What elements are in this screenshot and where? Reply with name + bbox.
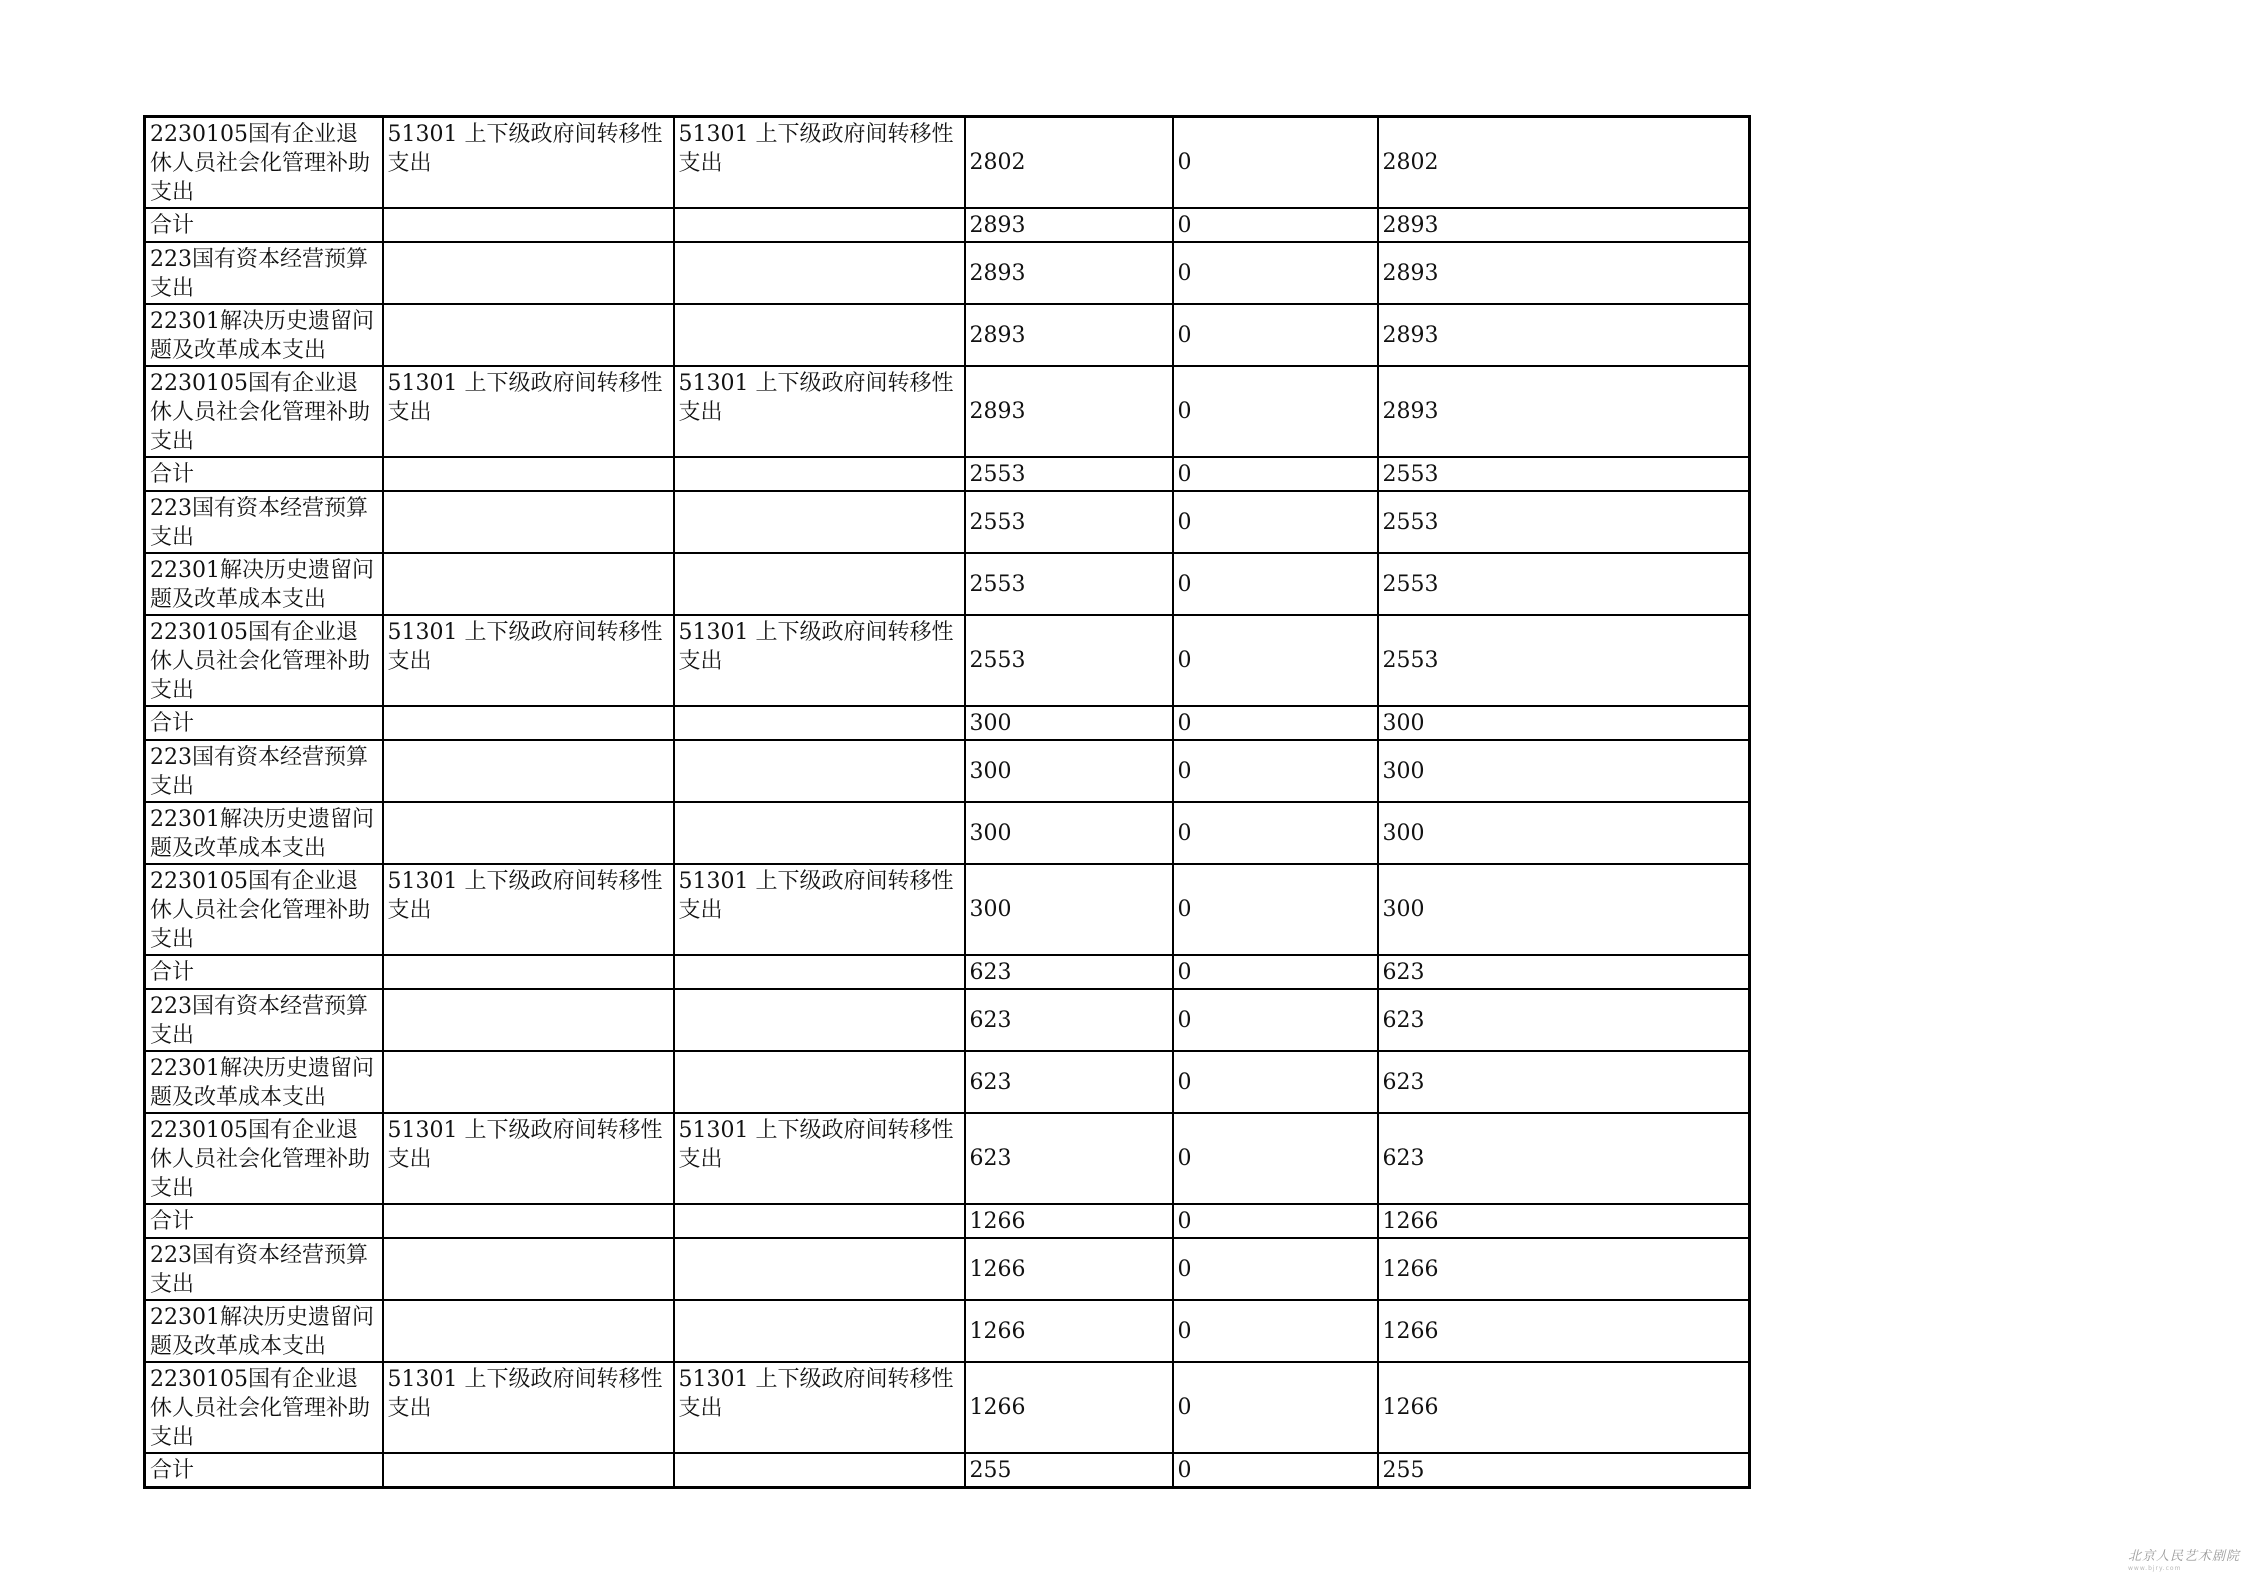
- project-expense-cell: 623: [1378, 955, 1750, 989]
- total-amount-cell: 300: [965, 802, 1173, 864]
- economic-class-dept-cell: [674, 1204, 965, 1238]
- total-amount-cell: 623: [965, 1113, 1173, 1204]
- subject-code-cell: 合计: [145, 1453, 383, 1488]
- total-amount-cell: 2553: [965, 457, 1173, 491]
- subject-code-cell: 合计: [145, 1204, 383, 1238]
- economic-class-dept-cell: 51301 上下级政府间转移性支出: [674, 366, 965, 457]
- total-amount-cell: 255: [965, 1453, 1173, 1488]
- economic-class-dept-cell: [674, 1300, 965, 1362]
- economic-class-dept-cell: [674, 1238, 965, 1300]
- economic-class-govt-cell: [383, 457, 674, 491]
- economic-class-dept-cell: 51301 上下级政府间转移性支出: [674, 1113, 965, 1204]
- total-amount-cell: 1266: [965, 1300, 1173, 1362]
- economic-class-govt-cell: 51301 上下级政府间转移性支出: [383, 366, 674, 457]
- basic-expense-cell: 0: [1173, 1113, 1378, 1204]
- project-expense-cell: 2893: [1378, 366, 1750, 457]
- project-expense-cell: 2893: [1378, 304, 1750, 366]
- project-expense-cell: 300: [1378, 802, 1750, 864]
- basic-expense-cell: 0: [1173, 706, 1378, 740]
- economic-class-dept-cell: [674, 304, 965, 366]
- table-row: [145, 802, 1750, 864]
- table-row: [145, 366, 1750, 457]
- project-expense-cell: 2553: [1378, 615, 1750, 706]
- project-expense-cell: 300: [1378, 706, 1750, 740]
- basic-expense-cell: 0: [1173, 457, 1378, 491]
- economic-class-dept-cell: [674, 553, 965, 615]
- economic-class-govt-cell: 51301 上下级政府间转移性支出: [383, 117, 674, 209]
- project-expense-cell: 1266: [1378, 1362, 1750, 1453]
- basic-expense-cell: 0: [1173, 366, 1378, 457]
- basic-expense-cell: 0: [1173, 740, 1378, 802]
- economic-class-dept-cell: 51301 上下级政府间转移性支出: [674, 1362, 965, 1453]
- economic-class-govt-cell: [383, 1300, 674, 1362]
- subject-code-cell: 22301解决历史遗留问题及改革成本支出: [145, 802, 383, 864]
- subject-code-cell: 2230105国有企业退休人员社会化管理补助支出: [145, 1113, 383, 1204]
- basic-expense-cell: 0: [1173, 1300, 1378, 1362]
- basic-expense-cell: 0: [1173, 864, 1378, 955]
- subject-code-cell: 223国有资本经营预算支出: [145, 242, 383, 304]
- economic-class-dept-cell: [674, 740, 965, 802]
- total-amount-cell: 2893: [965, 366, 1173, 457]
- economic-class-govt-cell: [383, 1238, 674, 1300]
- total-row: [145, 1204, 1750, 1238]
- subject-code-cell: 合计: [145, 706, 383, 740]
- subject-code-cell: 223国有资本经营预算支出: [145, 740, 383, 802]
- subject-code-cell: 223国有资本经营预算支出: [145, 989, 383, 1051]
- total-amount-cell: 623: [965, 1051, 1173, 1113]
- total-amount-cell: 1266: [965, 1362, 1173, 1453]
- subject-code-cell: 2230105国有企业退休人员社会化管理补助支出: [145, 366, 383, 457]
- subject-code-cell: 223国有资本经营预算支出: [145, 491, 383, 553]
- basic-expense-cell: 0: [1173, 117, 1378, 209]
- economic-class-dept-cell: [674, 457, 965, 491]
- basic-expense-cell: 0: [1173, 491, 1378, 553]
- economic-class-govt-cell: [383, 955, 674, 989]
- subject-code-cell: 22301解决历史遗留问题及改革成本支出: [145, 553, 383, 615]
- basic-expense-cell: 0: [1173, 242, 1378, 304]
- basic-expense-cell: 0: [1173, 802, 1378, 864]
- subject-code-cell: 合计: [145, 457, 383, 491]
- economic-class-dept-cell: [674, 802, 965, 864]
- total-row: [145, 457, 1750, 491]
- basic-expense-cell: 0: [1173, 1204, 1378, 1238]
- subject-code-cell: 22301解决历史遗留问题及改革成本支出: [145, 1051, 383, 1113]
- project-expense-cell: 300: [1378, 864, 1750, 955]
- basic-expense-cell: 0: [1173, 1238, 1378, 1300]
- basic-expense-cell: 0: [1173, 1453, 1378, 1488]
- economic-class-dept-cell: [674, 242, 965, 304]
- economic-class-govt-cell: [383, 706, 674, 740]
- total-amount-cell: 623: [965, 955, 1173, 989]
- table-row: [145, 1362, 1750, 1453]
- project-expense-cell: 623: [1378, 989, 1750, 1051]
- project-expense-cell: 2553: [1378, 457, 1750, 491]
- footer-watermark-sub: www.bjry.com: [2128, 1565, 2182, 1572]
- table-row: [145, 1051, 1750, 1113]
- economic-class-govt-cell: [383, 491, 674, 553]
- subject-code-cell: 22301解决历史遗留问题及改革成本支出: [145, 1300, 383, 1362]
- basic-expense-cell: 0: [1173, 1362, 1378, 1453]
- subject-code-cell: 22301解决历史遗留问题及改革成本支出: [145, 304, 383, 366]
- economic-class-govt-cell: [383, 1051, 674, 1113]
- basic-expense-cell: 0: [1173, 1051, 1378, 1113]
- table-body: [145, 117, 1750, 1488]
- footer-watermark: 北京人民艺术剧院: [2128, 1549, 2241, 1564]
- table-row: [145, 1113, 1750, 1204]
- basic-expense-cell: 0: [1173, 208, 1378, 242]
- total-amount-cell: 2553: [965, 615, 1173, 706]
- total-amount-cell: 300: [965, 864, 1173, 955]
- economic-class-govt-cell: [383, 242, 674, 304]
- basic-expense-cell: 0: [1173, 955, 1378, 989]
- table-row: [145, 242, 1750, 304]
- project-expense-cell: 623: [1378, 1051, 1750, 1113]
- economic-class-govt-cell: [383, 1453, 674, 1488]
- economic-class-dept-cell: [674, 491, 965, 553]
- total-row: [145, 706, 1750, 740]
- project-expense-cell: 2893: [1378, 208, 1750, 242]
- project-expense-cell: 2802: [1378, 117, 1750, 209]
- project-expense-cell: 2553: [1378, 553, 1750, 615]
- table-row: [145, 740, 1750, 802]
- project-expense-cell: 300: [1378, 740, 1750, 802]
- economic-class-govt-cell: 51301 上下级政府间转移性支出: [383, 1362, 674, 1453]
- subject-code-cell: 合计: [145, 955, 383, 989]
- economic-class-dept-cell: [674, 989, 965, 1051]
- subject-code-cell: 223国有资本经营预算支出: [145, 1238, 383, 1300]
- table-row: [145, 553, 1750, 615]
- subject-code-cell: 合计: [145, 208, 383, 242]
- economic-class-dept-cell: 51301 上下级政府间转移性支出: [674, 864, 965, 955]
- project-expense-cell: 255: [1378, 1453, 1750, 1488]
- subject-code-cell: 2230105国有企业退休人员社会化管理补助支出: [145, 864, 383, 955]
- table-row: [145, 1300, 1750, 1362]
- budget-table: [143, 115, 1751, 1489]
- total-amount-cell: 300: [965, 706, 1173, 740]
- project-expense-cell: 1266: [1378, 1300, 1750, 1362]
- economic-class-dept-cell: [674, 1051, 965, 1113]
- economic-class-govt-cell: [383, 802, 674, 864]
- economic-class-govt-cell: 51301 上下级政府间转移性支出: [383, 1113, 674, 1204]
- economic-class-govt-cell: [383, 208, 674, 242]
- basic-expense-cell: 0: [1173, 304, 1378, 366]
- total-amount-cell: 1266: [965, 1238, 1173, 1300]
- table-row: [145, 615, 1750, 706]
- economic-class-dept-cell: [674, 208, 965, 242]
- total-amount-cell: 1266: [965, 1204, 1173, 1238]
- economic-class-dept-cell: 51301 上下级政府间转移性支出: [674, 117, 965, 209]
- total-amount-cell: 623: [965, 989, 1173, 1051]
- total-amount-cell: 2802: [965, 117, 1173, 209]
- basic-expense-cell: 0: [1173, 615, 1378, 706]
- total-amount-cell: 2893: [965, 304, 1173, 366]
- economic-class-govt-cell: [383, 304, 674, 366]
- economic-class-dept-cell: [674, 706, 965, 740]
- basic-expense-cell: 0: [1173, 553, 1378, 615]
- total-row: [145, 1453, 1750, 1488]
- total-amount-cell: 2893: [965, 208, 1173, 242]
- economic-class-dept-cell: [674, 955, 965, 989]
- total-row: [145, 208, 1750, 242]
- table-row: [145, 491, 1750, 553]
- basic-expense-cell: 0: [1173, 989, 1378, 1051]
- subject-code-cell: 2230105国有企业退休人员社会化管理补助支出: [145, 615, 383, 706]
- economic-class-govt-cell: [383, 740, 674, 802]
- economic-class-dept-cell: [674, 1453, 965, 1488]
- table-row: [145, 864, 1750, 955]
- economic-class-govt-cell: 51301 上下级政府间转移性支出: [383, 864, 674, 955]
- project-expense-cell: 1266: [1378, 1238, 1750, 1300]
- total-amount-cell: 300: [965, 740, 1173, 802]
- project-expense-cell: 1266: [1378, 1204, 1750, 1238]
- economic-class-govt-cell: 51301 上下级政府间转移性支出: [383, 615, 674, 706]
- economic-class-govt-cell: [383, 1204, 674, 1238]
- total-amount-cell: 2553: [965, 553, 1173, 615]
- project-expense-cell: 2553: [1378, 491, 1750, 553]
- total-row: [145, 955, 1750, 989]
- table-row: [145, 1238, 1750, 1300]
- total-amount-cell: 2893: [965, 242, 1173, 304]
- table-row: [145, 117, 1750, 209]
- economic-class-govt-cell: [383, 989, 674, 1051]
- project-expense-cell: 2893: [1378, 242, 1750, 304]
- footer-logo: [2128, 1545, 2241, 1577]
- subject-code-cell: 2230105国有企业退休人员社会化管理补助支出: [145, 117, 383, 209]
- economic-class-dept-cell: 51301 上下级政府间转移性支出: [674, 615, 965, 706]
- economic-class-govt-cell: [383, 553, 674, 615]
- project-expense-cell: 623: [1378, 1113, 1750, 1204]
- total-amount-cell: 2553: [965, 491, 1173, 553]
- table-row: [145, 989, 1750, 1051]
- subject-code-cell: 2230105国有企业退休人员社会化管理补助支出: [145, 1362, 383, 1453]
- table-row: [145, 304, 1750, 366]
